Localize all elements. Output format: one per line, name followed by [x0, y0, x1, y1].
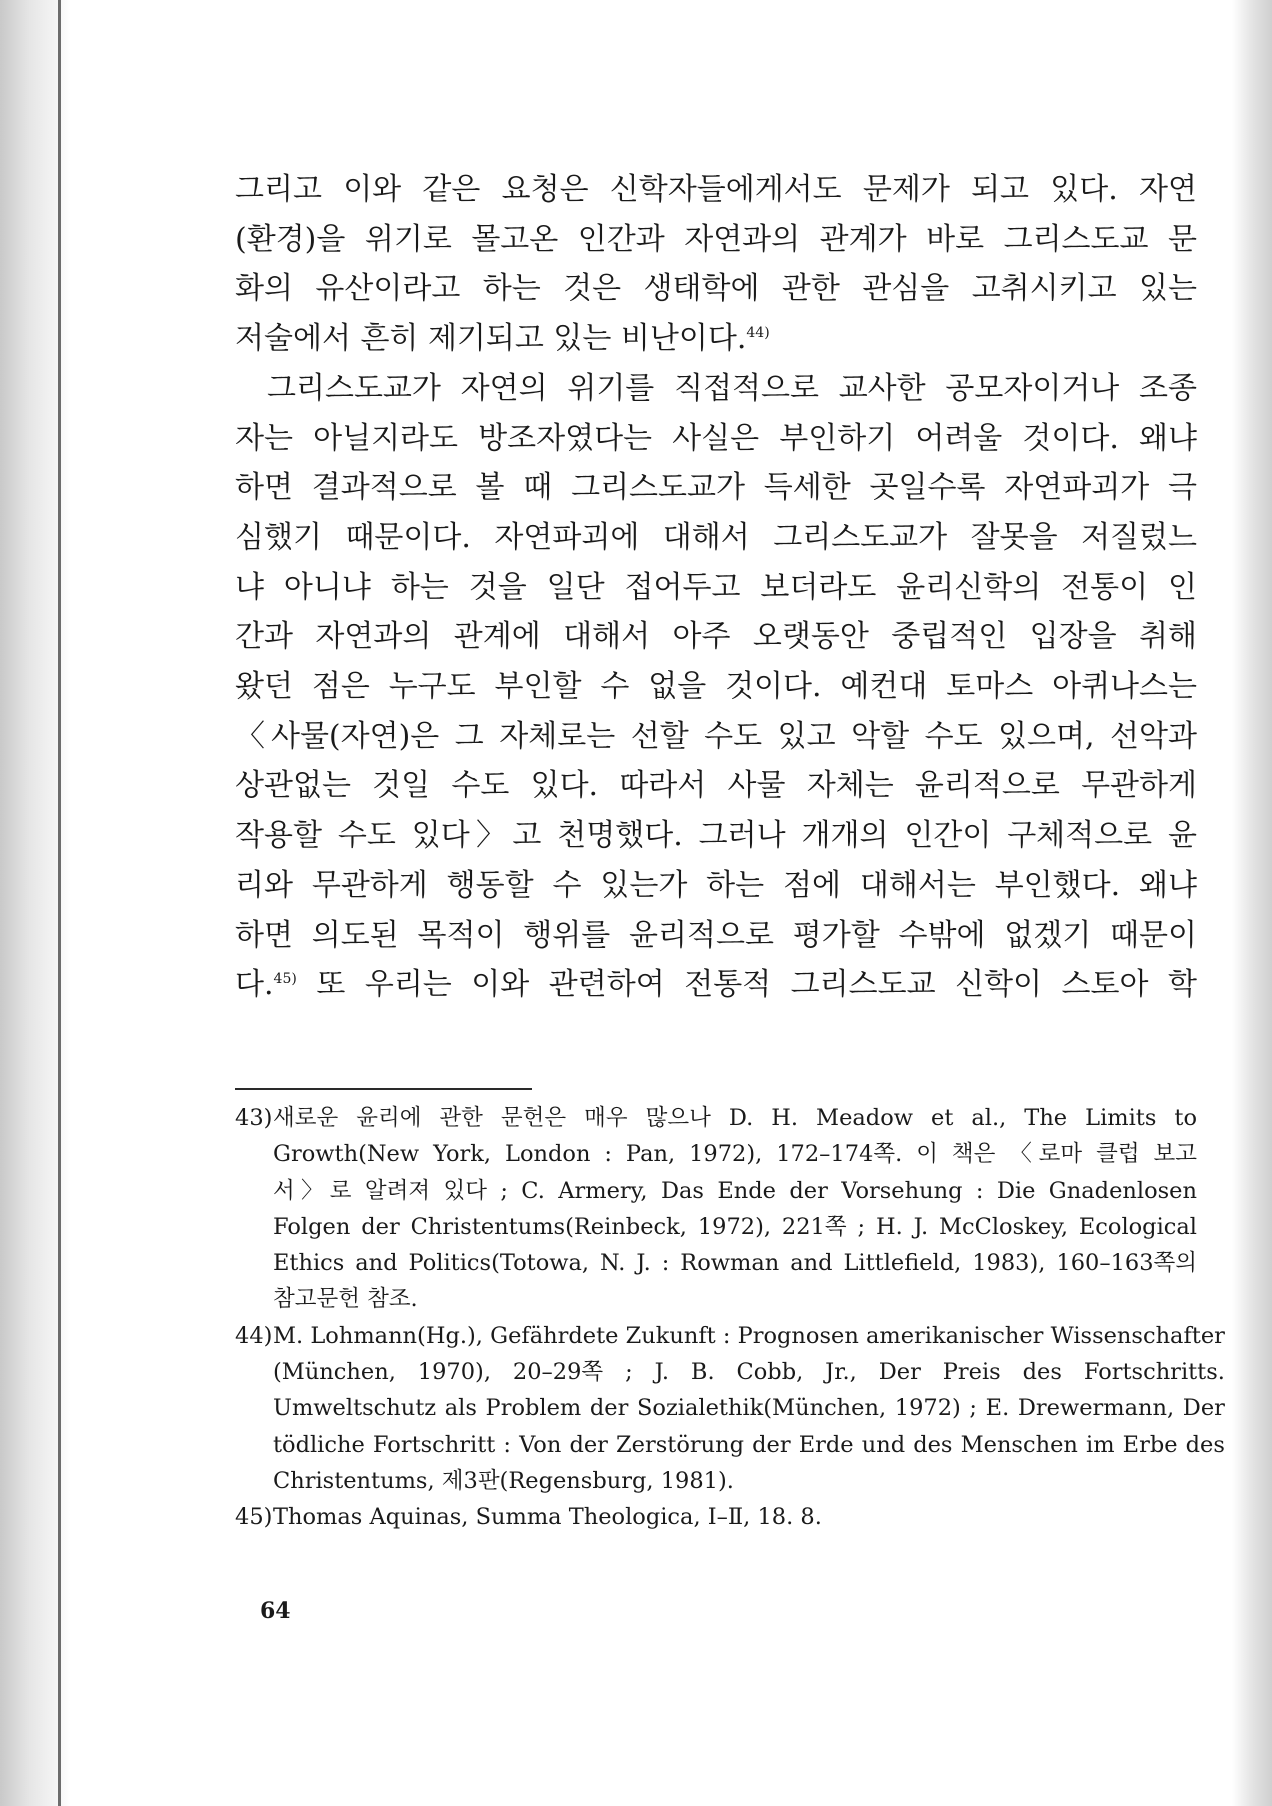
body-text: [235, 165, 1197, 1010]
body-line: 냐 아니냐 하는 것을 일단 접어두고 보더라도 윤리신학의 전통이 인: [235, 569, 1197, 605]
footnote-ref-45: 45): [273, 971, 297, 988]
footnote-line: 새로운 윤리에 관한 문헌은 매우 많으나 D. H. Meadow et al., The Limits to: [273, 1105, 1197, 1131]
body-line-with-ref: [235, 960, 1197, 1010]
footnote-ref-44: 44): [746, 325, 770, 342]
footnote-line: 서〉로 알려져 있다 ; C. Armery, Das Ende der Vorsehung : Die Gnadenlosen: [273, 1177, 1197, 1204]
footnote-line: Umweltschutz als Problem der Sozialethik(München, 1972) ; E. Drewermann, Der: [273, 1395, 1225, 1422]
body-line: 왔던 점은 누구도 부인할 수 없을 것이다. 예컨대 토마스 아퀴나스는: [235, 669, 1197, 705]
body-line: 작용할 수도 있다〉고 천명했다. 그러나 개개의 인간이 구체적으로 윤: [235, 818, 1197, 854]
footnote-44: [235, 1318, 1225, 1499]
footnote-line: 참고문헌 참조.: [273, 1286, 418, 1313]
footnotes: [235, 1100, 1225, 1536]
body-line: 하면 의도된 목적이 행위를 윤리적으로 평가할 수밖에 없겠기 때문이: [235, 917, 1197, 953]
body-line-suffix: 또 우리는 이와 관련하여 전통적 그리스도교 신학이 스토아 학: [296, 967, 1197, 1003]
body-line: 리와 무관하게 행동할 수 있는가 하는 점에 대해서는 부인했다. 왜냐: [235, 867, 1197, 903]
body-line: [235, 314, 1197, 364]
body-line: 〈사물(자연)은 그 자체로는 선할 수도 있고 악할 수도 있으며, 선악과: [235, 718, 1197, 754]
scan-right-edge: [1232, 0, 1272, 1806]
body-line: 간과 자연과의 관계에 대해서 아주 오랫동안 중립적인 입장을 취해: [235, 619, 1197, 655]
footnote-line: Ethics and Politics(Totowa, N. J. : Rowman and Littlefield, 1983), 160–163쪽의: [273, 1250, 1197, 1277]
footnote-body: [273, 1100, 1197, 1318]
page-number: 64: [260, 1598, 291, 1624]
footnote-number: 44): [235, 1322, 273, 1349]
body-line-prefix: 다.: [235, 967, 274, 1003]
footnote-body: [273, 1318, 1225, 1499]
footnote-45: [235, 1499, 1197, 1535]
footnote-line: (München, 1970), 20–29쪽 ; J. B. Cobb, Jr., Der Preis des Fortschritts.: [273, 1359, 1225, 1386]
footnote-line: Growth(New York, London : Pan, 1972), 172–174쪽. 이 책은 〈로마 클럽 보고: [273, 1141, 1197, 1168]
footnote-body: [273, 1499, 1197, 1535]
body-line: 그리스도교가 자연의 위기를 직접적으로 교사한 공모자이거나 조종: [267, 370, 1197, 406]
body-line: 화의 유산이라고 하는 것은 생태학에 관한 관심을 고취시키고 있는: [235, 271, 1197, 307]
footnote-separator: [235, 1088, 532, 1090]
footnote-43: [235, 1100, 1197, 1318]
body-line-text: 저술에서 흔히 제기되고 있는 비난이다.: [235, 321, 747, 357]
footnote-line: Folgen der Christentums(Reinbeck, 1972), 221쪽 ; H. J. McCloskey, Ecological: [273, 1213, 1197, 1240]
body-line: 하면 결과적으로 볼 때 그리스도교가 득세한 곳일수록 자연파괴가 극: [235, 470, 1197, 506]
footnote-line: Thomas Aquinas, Summa Theologica, Ⅰ–Ⅱ, 18. 8.: [273, 1504, 822, 1531]
footnote-line: Christentums, 제3판(Regensburg, 1981).: [273, 1467, 734, 1494]
footnote-line: M. Lohmann(Hg.), Gefährdete Zukunft : Prognosen amerikanischer Wissenschafter: [273, 1322, 1225, 1349]
scan-left-edge: [0, 0, 70, 1806]
book-page: [70, 0, 1232, 1806]
body-line: 자는 아닐지라도 방조자였다는 사실은 부인하기 어려울 것이다. 왜냐: [235, 420, 1197, 456]
footnote-number: 45): [235, 1504, 273, 1531]
body-line: 심했기 때문이다. 자연파괴에 대해서 그리스도교가 잘못을 저질렀느: [235, 519, 1197, 555]
body-line: (환경)을 위기로 몰고온 인간과 자연과의 관계가 바로 그리스도교 문: [235, 221, 1197, 257]
footnote-number: 43): [235, 1105, 273, 1131]
body-line: 상관없는 것일 수도 있다. 따라서 사물 자체는 윤리적으로 무관하게: [235, 768, 1197, 804]
body-line: 그리고 이와 같은 요청은 신학자들에게서도 문제가 되고 있다. 자연: [235, 172, 1197, 207]
footnote-line: tödliche Fortschritt : Von der Zerstörung der Erde und des Menschen im Erbe des: [273, 1431, 1225, 1458]
